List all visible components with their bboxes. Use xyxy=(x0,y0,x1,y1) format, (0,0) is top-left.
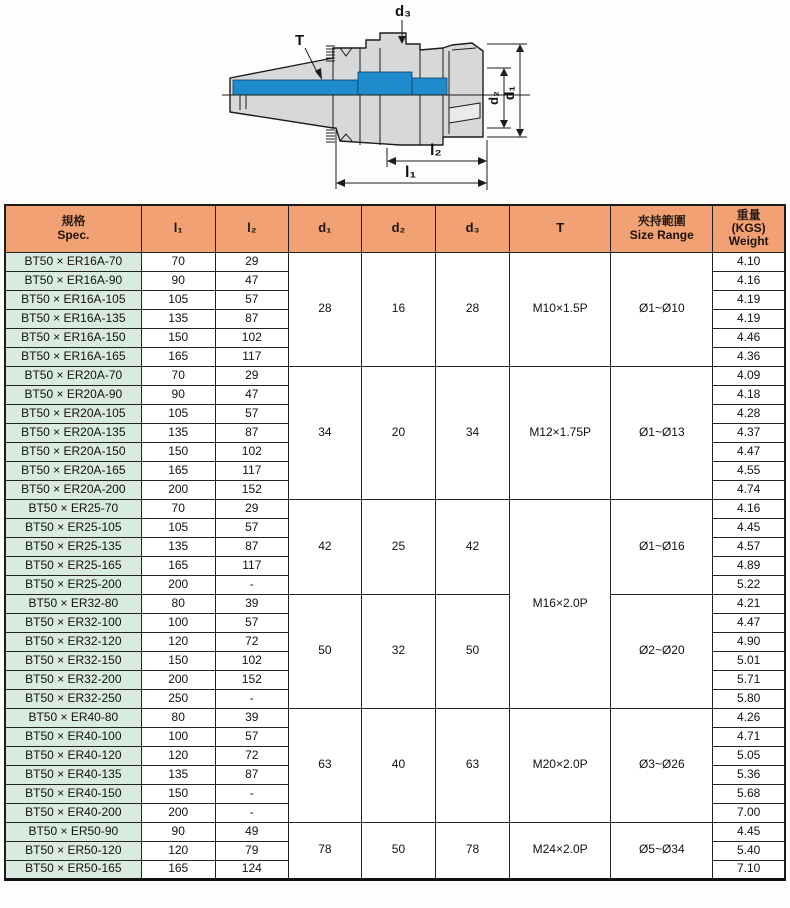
weight-cell: 4.47 xyxy=(713,613,785,632)
l1-cell: 165 xyxy=(141,556,215,575)
l2-cell: 152 xyxy=(215,480,288,499)
d3-cell: 50 xyxy=(436,594,510,708)
l2-cell: 49 xyxy=(215,822,288,841)
d2-cell: 25 xyxy=(361,499,435,594)
spec-cell: BT50 × ER50-165 xyxy=(5,860,141,879)
l1-cell: 150 xyxy=(141,651,215,670)
col-header-d1: d₁ xyxy=(288,205,361,252)
l2-cell: - xyxy=(215,575,288,594)
label-d2: d₂ xyxy=(486,91,501,105)
weight-cell: 7.00 xyxy=(713,803,785,822)
l2-cell: 87 xyxy=(215,423,288,442)
spec-cell: BT50 × ER20A-135 xyxy=(5,423,141,442)
col-header-t: T xyxy=(510,205,611,252)
weight-cell: 5.40 xyxy=(713,841,785,860)
spec-cell: BT50 × ER40-150 xyxy=(5,784,141,803)
l2-cell: - xyxy=(215,784,288,803)
d1-cell: 63 xyxy=(288,708,361,822)
d3-cell: 34 xyxy=(436,366,510,499)
spec-table-body xyxy=(5,252,785,879)
l1-cell: 150 xyxy=(141,328,215,347)
l1-cell: 90 xyxy=(141,271,215,290)
col-header-d3: d₃ xyxy=(436,205,510,252)
l2-cell: 39 xyxy=(215,708,288,727)
size-range-cell: Ø1~Ø13 xyxy=(611,366,713,499)
weight-cell: 4.10 xyxy=(713,252,785,271)
label-t: T xyxy=(295,32,305,49)
table-row xyxy=(5,252,785,271)
d1-cell: 50 xyxy=(288,594,361,708)
table-row xyxy=(5,366,785,385)
table-row xyxy=(5,822,785,841)
l2-cell: 124 xyxy=(215,860,288,879)
d2-cell: 16 xyxy=(361,252,435,366)
col-header-l2: l₂ xyxy=(215,205,288,252)
weight-cell: 4.36 xyxy=(713,347,785,366)
spec-cell: BT50 × ER16A-165 xyxy=(5,347,141,366)
l1-cell: 70 xyxy=(141,252,215,271)
l2-cell: 102 xyxy=(215,442,288,461)
l2-cell: 72 xyxy=(215,632,288,651)
weight-cell: 5.01 xyxy=(713,651,785,670)
header-row xyxy=(5,205,785,252)
weight-cell: 5.36 xyxy=(713,765,785,784)
l2-cell: 87 xyxy=(215,765,288,784)
l1-cell: 135 xyxy=(141,309,215,328)
l1-cell: 150 xyxy=(141,784,215,803)
d1-cell: 28 xyxy=(288,252,361,366)
spec-cell: BT50 × ER40-135 xyxy=(5,765,141,784)
l2-cell: 79 xyxy=(215,841,288,860)
spec-cell: BT50 × ER50-120 xyxy=(5,841,141,860)
size-range-cell: Ø1~Ø10 xyxy=(611,252,713,366)
spec-cell: BT50 × ER16A-90 xyxy=(5,271,141,290)
weight-cell: 4.18 xyxy=(713,385,785,404)
spec-cell: BT50 × ER20A-105 xyxy=(5,404,141,423)
l2-cell: 102 xyxy=(215,328,288,347)
spec-cell: BT50 × ER20A-200 xyxy=(5,480,141,499)
l1-cell: 105 xyxy=(141,290,215,309)
l2-cell: 87 xyxy=(215,537,288,556)
l1-cell: 150 xyxy=(141,442,215,461)
size-range-cell: Ø5~Ø34 xyxy=(611,822,713,879)
spec-cell: BT50 × ER20A-70 xyxy=(5,366,141,385)
label-l2: l₂ xyxy=(430,142,442,159)
table-row xyxy=(5,708,785,727)
spec-cell: BT50 × ER20A-90 xyxy=(5,385,141,404)
l1-cell: 105 xyxy=(141,404,215,423)
l2-cell: 72 xyxy=(215,746,288,765)
size-range-cell: Ø1~Ø16 xyxy=(611,499,713,594)
d3-cell: 42 xyxy=(436,499,510,594)
l2-cell: 152 xyxy=(215,670,288,689)
l1-cell: 200 xyxy=(141,480,215,499)
l1-cell: 120 xyxy=(141,632,215,651)
l1-cell: 165 xyxy=(141,347,215,366)
d1-cell: 34 xyxy=(288,366,361,499)
spec-cell: BT50 × ER32-250 xyxy=(5,689,141,708)
l1-cell: 80 xyxy=(141,594,215,613)
spec-cell: BT50 × ER40-120 xyxy=(5,746,141,765)
weight-cell: 4.47 xyxy=(713,442,785,461)
weight-cell: 4.46 xyxy=(713,328,785,347)
spec-cell: BT50 × ER16A-150 xyxy=(5,328,141,347)
weight-cell: 4.89 xyxy=(713,556,785,575)
l2-cell: - xyxy=(215,689,288,708)
label-d3: d₃ xyxy=(395,3,412,20)
l1-cell: 70 xyxy=(141,499,215,518)
l1-cell: 100 xyxy=(141,727,215,746)
tool-holder-drawing xyxy=(0,0,790,202)
weight-cell: 4.09 xyxy=(713,366,785,385)
d1-cell: 42 xyxy=(288,499,361,594)
spec-cell: BT50 × ER32-120 xyxy=(5,632,141,651)
col-header-spec: 規格 Spec. xyxy=(5,205,141,252)
l2-cell: 29 xyxy=(215,366,288,385)
weight-cell: 4.28 xyxy=(713,404,785,423)
l2-cell: 87 xyxy=(215,309,288,328)
spec-cell: BT50 × ER20A-165 xyxy=(5,461,141,480)
l2-cell: 57 xyxy=(215,290,288,309)
weight-cell: 5.68 xyxy=(713,784,785,803)
l1-cell: 165 xyxy=(141,461,215,480)
weight-cell: 5.80 xyxy=(713,689,785,708)
l1-cell: 100 xyxy=(141,613,215,632)
l1-cell: 105 xyxy=(141,518,215,537)
weight-cell: 5.71 xyxy=(713,670,785,689)
l2-cell: 117 xyxy=(215,347,288,366)
l2-cell: 57 xyxy=(215,518,288,537)
spec-cell: BT50 × ER25-105 xyxy=(5,518,141,537)
l2-cell: - xyxy=(215,803,288,822)
d3-cell: 28 xyxy=(436,252,510,366)
l2-cell: 57 xyxy=(215,613,288,632)
d2-cell: 20 xyxy=(361,366,435,499)
col-header-range: 夾持範圍 Size Range xyxy=(611,205,713,252)
l1-cell: 200 xyxy=(141,670,215,689)
tool-holder-diagram xyxy=(0,0,790,202)
weight-cell: 4.19 xyxy=(713,290,785,309)
thread-cell: M16×2.0P xyxy=(510,499,611,708)
spec-cell: BT50 × ER25-135 xyxy=(5,537,141,556)
weight-cell: 4.45 xyxy=(713,518,785,537)
weight-cell: 5.22 xyxy=(713,575,785,594)
l1-cell: 200 xyxy=(141,803,215,822)
label-l1: l₁ xyxy=(405,164,417,181)
spec-cell: BT50 × ER16A-135 xyxy=(5,309,141,328)
weight-cell: 4.74 xyxy=(713,480,785,499)
l2-cell: 57 xyxy=(215,404,288,423)
spec-cell: BT50 × ER25-70 xyxy=(5,499,141,518)
spec-cell: BT50 × ER16A-70 xyxy=(5,252,141,271)
col-header-d2: d₂ xyxy=(361,205,435,252)
l1-cell: 80 xyxy=(141,708,215,727)
weight-cell: 4.45 xyxy=(713,822,785,841)
l1-cell: 90 xyxy=(141,822,215,841)
d2-cell: 40 xyxy=(361,708,435,822)
l1-cell: 135 xyxy=(141,765,215,784)
weight-cell: 4.37 xyxy=(713,423,785,442)
spec-cell: BT50 × ER20A-150 xyxy=(5,442,141,461)
l1-cell: 120 xyxy=(141,746,215,765)
thread-cell: M10×1.5P xyxy=(510,252,611,366)
l1-cell: 165 xyxy=(141,860,215,879)
thread-cell: M20×2.0P xyxy=(510,708,611,822)
l1-cell: 90 xyxy=(141,385,215,404)
spec-cell: BT50 × ER16A-105 xyxy=(5,290,141,309)
weight-cell: 4.90 xyxy=(713,632,785,651)
weight-cell: 4.55 xyxy=(713,461,785,480)
spec-cell: BT50 × ER40-80 xyxy=(5,708,141,727)
l2-cell: 57 xyxy=(215,727,288,746)
d2-cell: 32 xyxy=(361,594,435,708)
l1-cell: 135 xyxy=(141,423,215,442)
spec-table xyxy=(4,204,786,881)
spec-cell: BT50 × ER32-150 xyxy=(5,651,141,670)
l1-cell: 70 xyxy=(141,366,215,385)
weight-cell: 4.26 xyxy=(713,708,785,727)
spec-cell: BT50 × ER50-90 xyxy=(5,822,141,841)
weight-cell: 4.57 xyxy=(713,537,785,556)
thread-cell: M12×1.75P xyxy=(510,366,611,499)
weight-cell: 7.10 xyxy=(713,860,785,879)
d3-cell: 78 xyxy=(436,822,510,879)
l2-cell: 47 xyxy=(215,385,288,404)
weight-cell: 4.16 xyxy=(713,499,785,518)
l2-cell: 117 xyxy=(215,556,288,575)
weight-cell: 4.71 xyxy=(713,727,785,746)
weight-cell: 4.19 xyxy=(713,309,785,328)
weight-cell: 5.05 xyxy=(713,746,785,765)
l2-cell: 29 xyxy=(215,252,288,271)
l1-cell: 200 xyxy=(141,575,215,594)
spec-cell: BT50 × ER32-100 xyxy=(5,613,141,632)
spec-cell: BT50 × ER32-200 xyxy=(5,670,141,689)
table-row xyxy=(5,594,785,613)
weight-cell: 4.21 xyxy=(713,594,785,613)
table-row xyxy=(5,499,785,518)
spec-cell: BT50 × ER32-80 xyxy=(5,594,141,613)
l1-cell: 135 xyxy=(141,537,215,556)
spec-cell: BT50 × ER40-100 xyxy=(5,727,141,746)
weight-cell: 4.16 xyxy=(713,271,785,290)
d3-cell: 63 xyxy=(436,708,510,822)
d2-cell: 50 xyxy=(361,822,435,879)
l2-cell: 102 xyxy=(215,651,288,670)
spec-cell: BT50 × ER25-165 xyxy=(5,556,141,575)
l1-cell: 250 xyxy=(141,689,215,708)
col-header-l1: l₁ xyxy=(141,205,215,252)
l2-cell: 29 xyxy=(215,499,288,518)
d1-cell: 78 xyxy=(288,822,361,879)
col-header-weight: 重量 (KGS) Weight xyxy=(713,205,785,252)
size-range-cell: Ø3~Ø26 xyxy=(611,708,713,822)
spec-cell: BT50 × ER40-200 xyxy=(5,803,141,822)
spec-cell: BT50 × ER25-200 xyxy=(5,575,141,594)
l1-cell: 120 xyxy=(141,841,215,860)
label-d1: d₁ xyxy=(501,85,517,101)
l2-cell: 47 xyxy=(215,271,288,290)
l2-cell: 39 xyxy=(215,594,288,613)
l2-cell: 117 xyxy=(215,461,288,480)
thread-cell: M24×2.0P xyxy=(510,822,611,879)
size-range-cell: Ø2~Ø20 xyxy=(611,594,713,708)
spec-table-head xyxy=(5,205,785,252)
